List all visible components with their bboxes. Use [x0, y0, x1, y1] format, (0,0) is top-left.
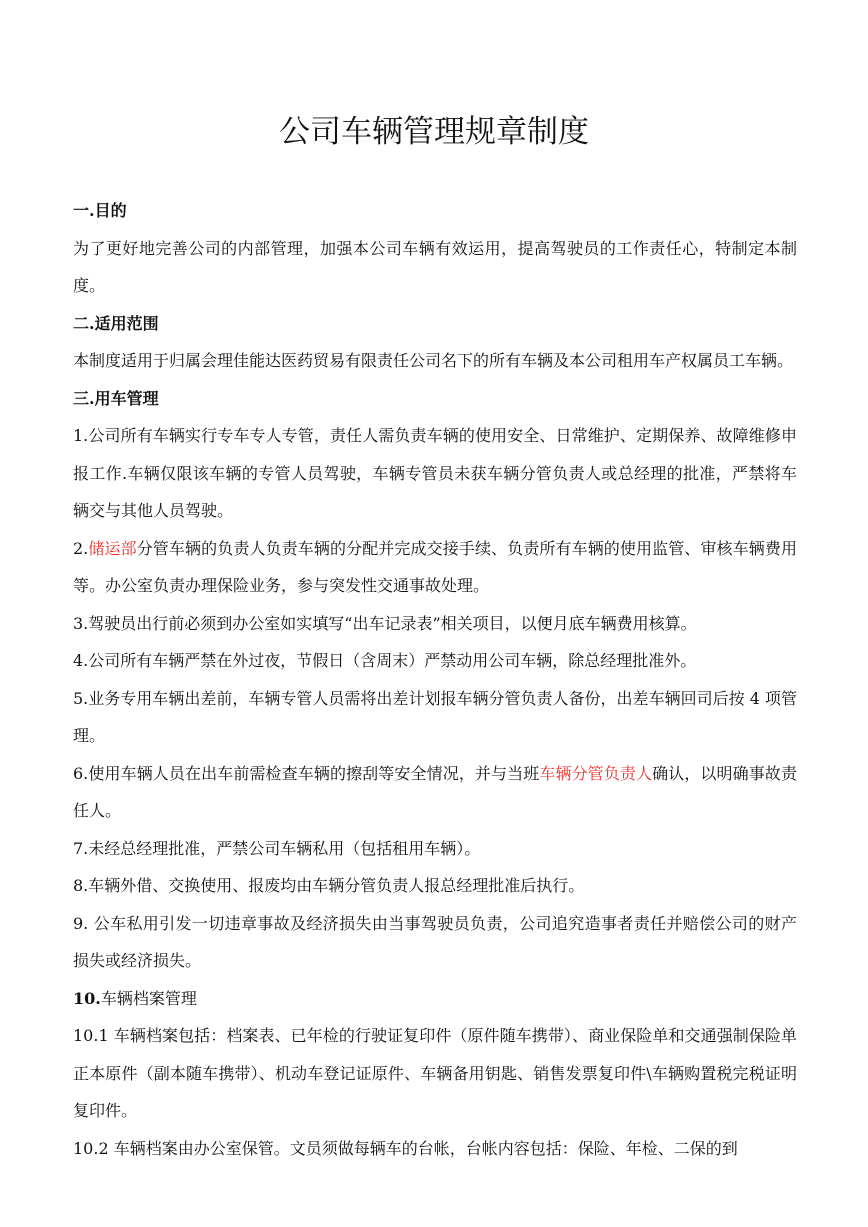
- usage-item-4: 4.公司所有车辆严禁在外过夜，节假日（含周末）严禁动用公司车辆，除总经理批准外。: [73, 651, 697, 670]
- usage-item-3: 3.驾驶员出行前必须到办公室如实填写“出车记录表”相关项目，以便月底车辆费用核算。: [73, 613, 697, 633]
- usage-item-10-number: 10.: [73, 988, 101, 1008]
- usage-item-10-2: 10.2 车辆档案由办公室保管。文员须做每辆车的台帐，台帐内容包括：保险、年检、二保的到: [73, 1138, 738, 1158]
- usage-item-1: 1.公司所有车辆实行专车专人专管，责任人需负责车辆的使用安全、日常维护、定期保养、故障维修申报工作.车辆仅限该车辆的专管人员驾驶，车辆专管员未获车辆分管负责人或总经理的批准，严禁将车辆交与其他人员驾驶。: [73, 426, 797, 520]
- highlight-storage-dept: 储运部: [88, 538, 137, 558]
- usage-item-10-heading: [73, 980, 797, 1018]
- usage-item-6: [73, 755, 797, 830]
- usage-item-2-rest: 分管车辆的负责人负责车辆的分配并完成交接手续、负责所有车辆的使用监管、审核车辆费用等。办公室负责办理保险业务，参与突发性交通事故处理。: [73, 538, 797, 595]
- section-body-purpose: 为了更好地完善公司的内部管理，加强本公司车辆有效运用，提高驾驶员的工作责任心，特制定本制度。: [73, 238, 797, 295]
- document-title: 公司车辆管理规章制度: [279, 114, 589, 150]
- document-body: [73, 192, 797, 1167]
- section-body-scope: 本制度适用于归属会理佳能达医药贸易有限责任公司名下的所有车辆及本公司租用车产权属员工车辆。: [73, 351, 794, 370]
- section-heading-usage: 三.用车管理: [73, 388, 159, 408]
- usage-item-6-prefix: 6.使用车辆人员在出车前需检查车辆的擦刮等安全情况，并与当班: [73, 763, 540, 783]
- usage-item-6-rest: 确认，以明确事故责任人。: [73, 763, 797, 820]
- section-heading-scope: 二.适用范围: [73, 313, 159, 333]
- usage-item-7: 7.未经总经理批准，严禁公司车辆私用（包括租用车辆）。: [73, 838, 481, 858]
- usage-item-10-title: 车辆档案管理: [100, 988, 197, 1008]
- highlight-vehicle-manager: 车辆分管负责人: [539, 763, 653, 783]
- usage-item-8: 8.车辆外借、交换使用、报废均由车辆分管负责人报总经理批准后执行。: [73, 876, 585, 895]
- usage-item-5: 5.业务专用车辆出差前，车辆专管人员需将出差计划报车辆分管负责人备份，出差车辆回司后按 4 项管理。: [73, 688, 797, 745]
- usage-item-2: [73, 530, 797, 605]
- section-heading-purpose: 一.目的: [73, 201, 127, 220]
- usage-item-9: 9. 公车私用引发一切违章事故及经济损失由当事驾驶员负责，公司追究造事者责任并赔偿公司的财产损失或经济损失。: [73, 913, 797, 970]
- usage-item-2-prefix: 2.: [73, 538, 89, 558]
- usage-item-10-1: 10.1 车辆档案包括：档案表、已年检的行驶证复印件（原件随车携带）、商业保险单和交通强制保险单正本原件（副本随车携带）、机动车登记证原件、车辆备用钥匙、销售发票复印件\车辆购置税完税证明复印件。: [73, 1026, 797, 1120]
